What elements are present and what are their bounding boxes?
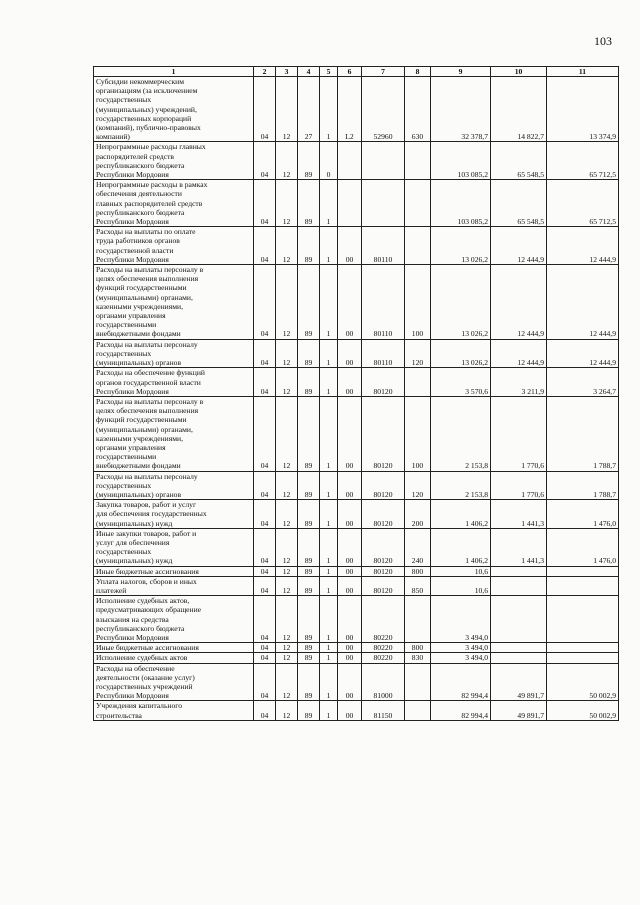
section-code-cell: 04 [254,566,276,576]
type-code-cell [405,142,431,180]
amount-year2-cell: 65 548,5 [491,180,547,227]
table-row [94,643,619,653]
subsection-code-cell: 12 [276,396,298,471]
subprogram-code-cell: 1 [320,701,338,720]
amount-year1-cell: 13 026,2 [431,227,491,265]
direction-code-cell: 00 [338,500,362,529]
amount-year3-cell: 1 476,0 [547,500,619,529]
amount-year1-cell: 13 026,2 [431,265,491,340]
type-code-cell [405,596,431,643]
amount-year1-cell: 82 994,4 [431,663,491,701]
amount-year1-cell: 2 153,8 [431,471,491,500]
expense-code-cell: 80120 [362,396,405,471]
table-row [94,701,619,720]
subsection-code-cell: 12 [276,339,298,368]
amount-year3-cell: 1 788,7 [547,396,619,471]
subprogram-code-cell: 0 [320,142,338,180]
amount-year1-cell: 13 026,2 [431,339,491,368]
section-code-cell: 04 [254,576,276,595]
amount-year2-cell: 12 444,9 [491,339,547,368]
subprogram-code-cell: 1 [320,663,338,701]
direction-code-cell: 00 [338,368,362,397]
subsection-code-cell: 12 [276,653,298,663]
column-header: 6 [338,67,362,77]
amount-year2-cell: 14 822,7 [491,77,547,142]
row-name-cell: Исполнение судебных актов [94,653,254,663]
subsection-code-cell: 12 [276,663,298,701]
amount-year1-cell: 82 994,4 [431,701,491,720]
table-row [94,596,619,643]
amount-year3-cell: 12 444,9 [547,265,619,340]
expense-code-cell: 81000 [362,663,405,701]
direction-code-cell [338,180,362,227]
table-body [94,77,619,721]
subsection-code-cell: 12 [276,528,298,566]
type-code-cell: 800 [405,566,431,576]
amount-year1-cell: 2 153,8 [431,396,491,471]
direction-code-cell: 00 [338,528,362,566]
direction-code-cell: 00 [338,396,362,471]
direction-code-cell: 00 [338,227,362,265]
direction-code-cell: 00 [338,663,362,701]
type-code-cell: 200 [405,500,431,529]
direction-code-cell [338,142,362,180]
amount-year2-cell: 49 891,7 [491,701,547,720]
direction-code-cell: L2 [338,77,362,142]
amount-year3-cell: 12 444,9 [547,339,619,368]
subsection-code-cell: 12 [276,596,298,643]
column-header: 4 [298,67,320,77]
subsection-code-cell: 12 [276,265,298,340]
amount-year3-cell: 13 374,9 [547,77,619,142]
amount-year1-cell: 32 378,7 [431,77,491,142]
expense-code-cell: 80220 [362,653,405,663]
type-code-cell: 850 [405,576,431,595]
column-header: 8 [405,67,431,77]
amount-year1-cell: 103 085,2 [431,142,491,180]
amount-year3-cell: 12 444,9 [547,227,619,265]
section-code-cell: 04 [254,701,276,720]
program-code-cell: 89 [298,528,320,566]
type-code-cell: 120 [405,339,431,368]
type-code-cell: 240 [405,528,431,566]
row-name-cell: Расходы на выплаты персоналу в целях обеспечения выполнения функций государственными (муниципальными) органами, казенными учреждениями, органами управления государственными внебюджетными фондами [94,265,254,340]
subsection-code-cell: 12 [276,77,298,142]
amount-year1-cell: 103 085,2 [431,180,491,227]
table-row [94,339,619,368]
expense-code-cell: 80120 [362,576,405,595]
section-code-cell: 04 [254,596,276,643]
expense-code-cell: 81150 [362,701,405,720]
table-row [94,77,619,142]
section-code-cell: 04 [254,368,276,397]
section-code-cell: 04 [254,528,276,566]
direction-code-cell: 00 [338,596,362,643]
amount-year2-cell [491,576,547,595]
row-name-cell: Непрограммные расходы в рамках обеспечения деятельности главных распорядителей средств республиканского бюджета Республики Мордовия [94,180,254,227]
expense-code-cell: 80110 [362,339,405,368]
expense-code-cell: 80220 [362,596,405,643]
section-code-cell: 04 [254,77,276,142]
subsection-code-cell: 12 [276,368,298,397]
column-header: 11 [547,67,619,77]
expense-code-cell: 80120 [362,471,405,500]
amount-year3-cell: 65 712,5 [547,142,619,180]
program-code-cell: 89 [298,701,320,720]
program-code-cell: 89 [298,643,320,653]
amount-year1-cell: 10,6 [431,566,491,576]
column-header: 9 [431,67,491,77]
section-code-cell: 04 [254,471,276,500]
table-row [94,396,619,471]
subprogram-code-cell: 1 [320,596,338,643]
row-name-cell: Непрограммные расходы главных распорядителей средств республиканского бюджета Республики Мордовия [94,142,254,180]
program-code-cell: 89 [298,566,320,576]
direction-code-cell: 00 [338,701,362,720]
subprogram-code-cell: 1 [320,339,338,368]
program-code-cell: 89 [298,265,320,340]
subsection-code-cell: 12 [276,566,298,576]
table-row [94,471,619,500]
page-number: 103 [594,34,612,48]
row-name-cell: Расходы на выплаты по оплате труда работников органов государственной власти Республики Мордовия [94,227,254,265]
table-header [94,67,619,77]
amount-year1-cell: 10,6 [431,576,491,595]
subprogram-code-cell: 1 [320,180,338,227]
row-name-cell: Иные закупки товаров, работ и услуг для обеспечения государственных (муниципальных) нужд [94,528,254,566]
table-row [94,566,619,576]
expense-code-cell: 80120 [362,528,405,566]
type-code-cell [405,227,431,265]
program-code-cell: 89 [298,576,320,595]
table-row [94,500,619,529]
section-code-cell: 04 [254,339,276,368]
subprogram-code-cell: 1 [320,653,338,663]
column-header: 5 [320,67,338,77]
direction-code-cell: 00 [338,339,362,368]
type-code-cell: 100 [405,396,431,471]
table-row [94,663,619,701]
amount-year2-cell: 12 444,9 [491,227,547,265]
table-row [94,653,619,663]
section-code-cell: 04 [254,227,276,265]
type-code-cell: 120 [405,471,431,500]
amount-year1-cell: 3 494,0 [431,596,491,643]
subsection-code-cell: 12 [276,643,298,653]
amount-year1-cell: 1 406,2 [431,500,491,529]
program-code-cell: 89 [298,663,320,701]
program-code-cell: 89 [298,180,320,227]
section-code-cell: 04 [254,663,276,701]
row-name-cell: Закупка товаров, работ и услуг для обеспечения государственных (муниципальных) нужд [94,500,254,529]
subprogram-code-cell: 1 [320,643,338,653]
amount-year2-cell: 1 441,3 [491,528,547,566]
expense-code-cell: 52960 [362,77,405,142]
expense-code-cell: 80110 [362,265,405,340]
budget-table [93,66,619,721]
amount-year3-cell: 50 002,9 [547,663,619,701]
direction-code-cell: 00 [338,471,362,500]
section-code-cell: 04 [254,396,276,471]
program-code-cell: 89 [298,142,320,180]
program-code-cell: 89 [298,227,320,265]
row-name-cell: Расходы на выплаты персоналу в целях обеспечения выполнения функций государственными (муниципальными) органами, казенными учреждениями, органами управления государственными внебюджетными фондами [94,396,254,471]
program-code-cell: 27 [298,77,320,142]
amount-year1-cell: 3 494,0 [431,653,491,663]
direction-code-cell: 00 [338,653,362,663]
row-name-cell: Расходы на обеспечение деятельности (оказание услуг) государственных учреждений Республики Мордовия [94,663,254,701]
column-header: 7 [362,67,405,77]
amount-year3-cell [547,566,619,576]
direction-code-cell: 00 [338,576,362,595]
amount-year3-cell [547,643,619,653]
subprogram-code-cell: 1 [320,396,338,471]
column-header: 2 [254,67,276,77]
amount-year2-cell: 49 891,7 [491,663,547,701]
amount-year2-cell: 3 211,9 [491,368,547,397]
type-code-cell [405,180,431,227]
amount-year2-cell [491,643,547,653]
amount-year2-cell [491,566,547,576]
program-code-cell: 89 [298,500,320,529]
section-code-cell: 04 [254,142,276,180]
section-code-cell: 04 [254,180,276,227]
table-row [94,227,619,265]
row-name-cell: Расходы на выплаты персоналу государственных (муниципальных) органов [94,471,254,500]
amount-year2-cell: 1 770,6 [491,471,547,500]
program-code-cell: 89 [298,396,320,471]
type-code-cell [405,701,431,720]
section-code-cell: 04 [254,643,276,653]
subsection-code-cell: 12 [276,576,298,595]
section-code-cell: 04 [254,500,276,529]
program-code-cell: 89 [298,471,320,500]
table-row [94,576,619,595]
section-code-cell: 04 [254,653,276,663]
subsection-code-cell: 12 [276,227,298,265]
row-name-cell: Исполнение судебных актов, предусматривающих обращение взыскания на средства республиканского бюджета Республики Мордовия [94,596,254,643]
table-row [94,142,619,180]
subsection-code-cell: 12 [276,500,298,529]
column-header: 1 [94,67,254,77]
amount-year3-cell [547,576,619,595]
direction-code-cell: 00 [338,265,362,340]
row-name-cell: Уплата налогов, сборов и иных платежей [94,576,254,595]
amount-year3-cell [547,596,619,643]
amount-year1-cell: 3 494,0 [431,643,491,653]
amount-year2-cell [491,596,547,643]
column-header: 3 [276,67,298,77]
expense-code-cell: 80110 [362,227,405,265]
subprogram-code-cell: 1 [320,227,338,265]
subprogram-code-cell: 1 [320,500,338,529]
amount-year3-cell: 1 476,0 [547,528,619,566]
amount-year2-cell: 1 441,3 [491,500,547,529]
type-code-cell: 800 [405,643,431,653]
amount-year1-cell: 3 570,6 [431,368,491,397]
subprogram-code-cell: 1 [320,77,338,142]
amount-year2-cell: 1 770,6 [491,396,547,471]
type-code-cell [405,663,431,701]
subsection-code-cell: 12 [276,471,298,500]
type-code-cell: 830 [405,653,431,663]
table-row [94,528,619,566]
program-code-cell: 89 [298,368,320,397]
program-code-cell: 89 [298,653,320,663]
row-name-cell: Субсидии некоммерческим организациям (за исключением государственных (муниципальных) учреждений, государственных корпораций (компаний), публично-правовых компаний) [94,77,254,142]
amount-year3-cell: 50 002,9 [547,701,619,720]
subprogram-code-cell: 1 [320,566,338,576]
expense-code-cell: 80220 [362,643,405,653]
table-row [94,368,619,397]
subsection-code-cell: 12 [276,142,298,180]
subprogram-code-cell: 1 [320,471,338,500]
expense-code-cell: 80120 [362,368,405,397]
subprogram-code-cell: 1 [320,368,338,397]
expense-code-cell [362,142,405,180]
program-code-cell: 89 [298,339,320,368]
direction-code-cell: 00 [338,643,362,653]
section-code-cell: 04 [254,265,276,340]
subsection-code-cell: 12 [276,701,298,720]
expense-code-cell: 80120 [362,566,405,576]
row-name-cell: Расходы на обеспечение функций органов государственной власти Республики Мордовия [94,368,254,397]
column-header: 10 [491,67,547,77]
row-name-cell: Иные бюджетные ассигнования [94,643,254,653]
amount-year3-cell [547,653,619,663]
row-name-cell: Учреждения капитального строительства [94,701,254,720]
row-name-cell: Иные бюджетные ассигнования [94,566,254,576]
subsection-code-cell: 12 [276,180,298,227]
type-code-cell: 100 [405,265,431,340]
row-name-cell: Расходы на выплаты персоналу государственных (муниципальных) органов [94,339,254,368]
expense-code-cell: 80120 [362,500,405,529]
type-code-cell [405,368,431,397]
type-code-cell: 630 [405,77,431,142]
amount-year1-cell: 1 406,2 [431,528,491,566]
amount-year3-cell: 3 264,7 [547,368,619,397]
subprogram-code-cell: 1 [320,265,338,340]
table-row [94,180,619,227]
table-row [94,265,619,340]
amount-year2-cell: 65 548,5 [491,142,547,180]
amount-year3-cell: 65 712,5 [547,180,619,227]
program-code-cell: 89 [298,596,320,643]
amount-year3-cell: 1 788,7 [547,471,619,500]
amount-year2-cell [491,653,547,663]
amount-year2-cell: 12 444,9 [491,265,547,340]
subprogram-code-cell: 1 [320,576,338,595]
direction-code-cell: 00 [338,566,362,576]
expense-code-cell [362,180,405,227]
subprogram-code-cell: 1 [320,528,338,566]
